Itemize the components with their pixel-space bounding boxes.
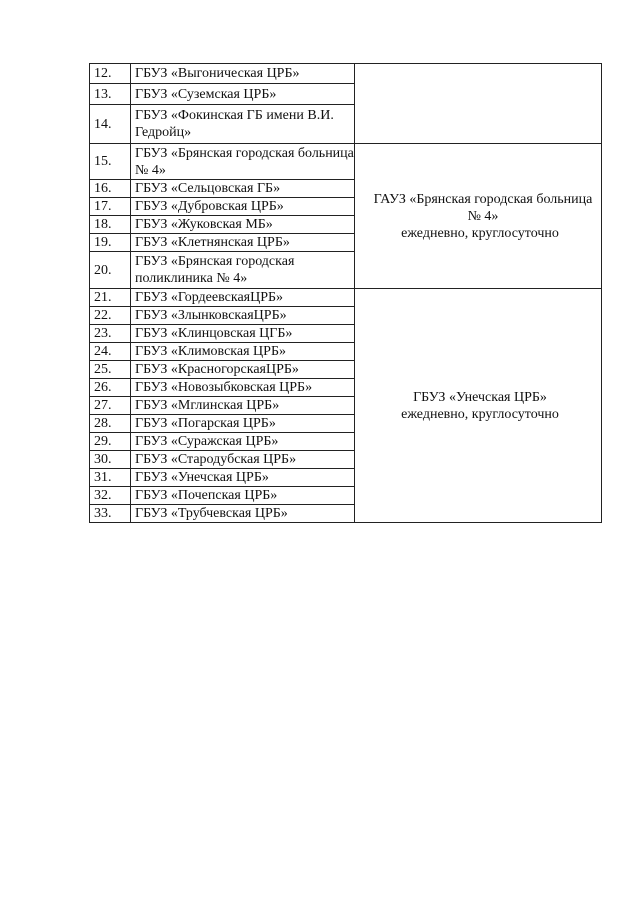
facility-name: ГБУЗ «Климовская ЦРБ» xyxy=(131,343,355,361)
facility-name: ГБУЗ «Фокинская ГБ имени В.И. Гедройц» xyxy=(131,105,355,144)
referral-schedule: ежедневно, круглосуточно xyxy=(401,225,559,241)
referral-center-cell xyxy=(355,289,602,523)
facility-name: ГБУЗ «Унечская ЦРБ» xyxy=(131,469,355,487)
facility-name: ГБУЗ «ЗлынковскаяЦРБ» xyxy=(131,307,355,325)
row-number: 13. xyxy=(90,84,131,105)
facility-name: ГБУЗ «Брянская городская поликлиника № 4» xyxy=(131,252,355,289)
facility-name: ГБУЗ «Клинцовская ЦГБ» xyxy=(131,325,355,343)
facility-name: ГБУЗ «КрасногорскаяЦРБ» xyxy=(131,361,355,379)
facility-name: ГБУЗ «ГордеевскаяЦРБ» xyxy=(131,289,355,307)
row-number: 29. xyxy=(90,433,131,451)
referral-center-cell-empty xyxy=(355,64,602,144)
facility-name: ГБУЗ «Сельцовская ГБ» xyxy=(131,180,355,198)
facility-name: ГБУЗ «Трубчевская ЦРБ» xyxy=(131,505,355,523)
row-number: 17. xyxy=(90,198,131,216)
row-number: 33. xyxy=(90,505,131,523)
facility-name: ГБУЗ «Погарская ЦРБ» xyxy=(131,415,355,433)
row-number: 16. xyxy=(90,180,131,198)
row-number: 24. xyxy=(90,343,131,361)
referral-schedule: ежедневно, круглосуточно xyxy=(401,406,559,422)
hospital-assignment-table xyxy=(89,63,602,523)
row-number: 18. xyxy=(90,216,131,234)
row-number: 26. xyxy=(90,379,131,397)
facility-name: ГБУЗ «Мглинская ЦРБ» xyxy=(131,397,355,415)
row-number: 28. xyxy=(90,415,131,433)
facility-name: ГБУЗ «Дубровская ЦРБ» xyxy=(131,198,355,216)
facility-name: ГБУЗ «Новозыбковская ЦРБ» xyxy=(131,379,355,397)
referral-center-name: ГБУЗ «Унечская ЦРБ» xyxy=(413,389,547,405)
facility-name: ГБУЗ «Стародубская ЦРБ» xyxy=(131,451,355,469)
row-number: 27. xyxy=(90,397,131,415)
row-number: 19. xyxy=(90,234,131,252)
row-number: 31. xyxy=(90,469,131,487)
row-number: 14. xyxy=(90,105,131,144)
row-number: 22. xyxy=(90,307,131,325)
referral-center-cell xyxy=(355,144,602,289)
row-number: 20. xyxy=(90,252,131,289)
facility-name: ГБУЗ «Почепская ЦРБ» xyxy=(131,487,355,505)
table-row xyxy=(90,144,602,180)
facility-name: ГБУЗ «Суражская ЦРБ» xyxy=(131,433,355,451)
referral-center-name: ГАУЗ «Брянская городская больница № 4» xyxy=(373,191,593,224)
facility-name: ГБУЗ «Клетнянская ЦРБ» xyxy=(131,234,355,252)
row-number: 32. xyxy=(90,487,131,505)
facility-name: ГБУЗ «Брянская городская больница № 4» xyxy=(131,144,355,180)
facility-name: ГБУЗ «Суземская ЦРБ» xyxy=(131,84,355,105)
table-row xyxy=(90,64,602,84)
row-number: 23. xyxy=(90,325,131,343)
row-number: 30. xyxy=(90,451,131,469)
facility-name: ГБУЗ «Жуковская МБ» xyxy=(131,216,355,234)
table-row xyxy=(90,289,602,307)
facility-name: ГБУЗ «Выгоническая ЦРБ» xyxy=(131,64,355,84)
row-number: 25. xyxy=(90,361,131,379)
row-number: 15. xyxy=(90,144,131,180)
row-number: 21. xyxy=(90,289,131,307)
row-number: 12. xyxy=(90,64,131,84)
